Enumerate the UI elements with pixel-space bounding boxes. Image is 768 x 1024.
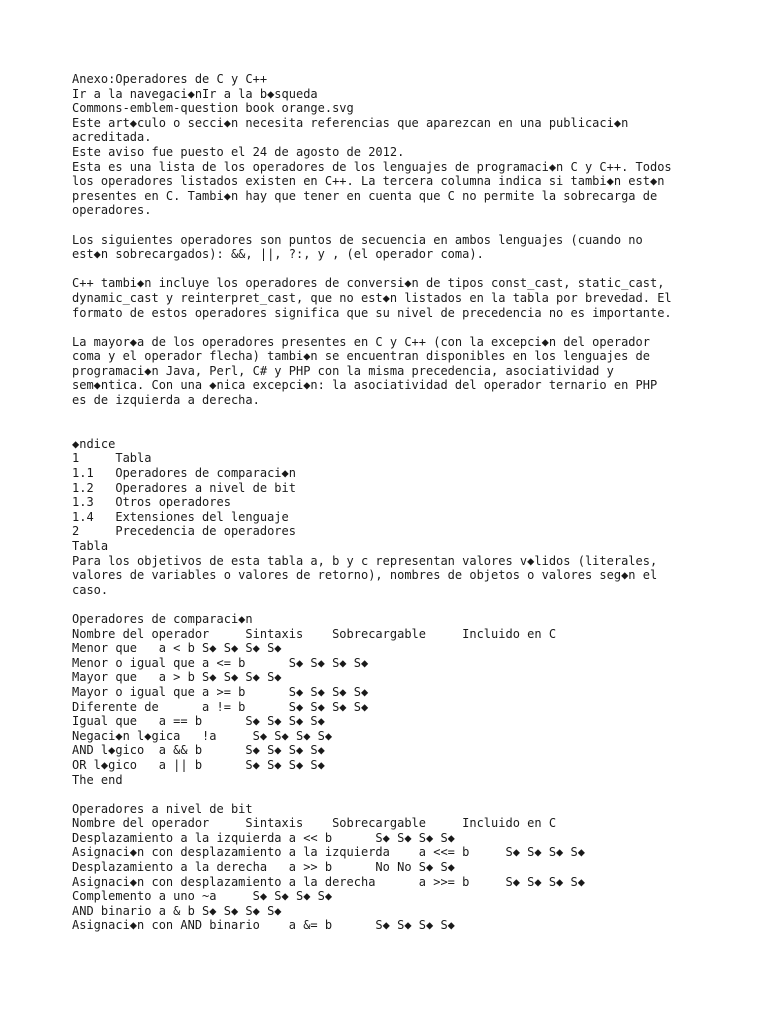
text-line	[72, 597, 732, 612]
text-line: 1.2 Operadores a nivel de bit	[72, 480, 296, 495]
text-line: 1.1 Operadores de comparaci◆n	[72, 466, 296, 481]
text-line	[72, 262, 732, 277]
text-line: Desplazamiento a la izquierda a << b S◆ S◆ S◆ S◆	[72, 830, 455, 845]
text-line: Nombre del operador Sintaxis Sobrecargable Incluido en C	[72, 816, 557, 831]
text-line: AND l◆gico a && b S◆ S◆ S◆ S◆	[72, 743, 325, 758]
text-line: La mayor◆a de los operadores presentes en C y C++ (con la excepci◆n del operador	[72, 334, 650, 349]
text-line: Operadores de comparaci◆n	[72, 611, 253, 626]
text-line: los operadores listados existen en C++. La tercera columna indica si tambi◆n est◆n	[72, 174, 665, 189]
text-line: Ir a la navegaci◆nIr a la b◆squeda	[72, 86, 318, 101]
text-line: coma y el operador flecha) tambi◆n se encuentran disponibles en los lenguajes de	[72, 349, 650, 364]
text-line: Asignaci◆n con AND binario a &= b S◆ S◆ S◆ S◆	[72, 918, 455, 933]
text-line: Asignaci◆n con desplazamiento a la izquierda a <<= b S◆ S◆ S◆ S◆	[72, 845, 585, 860]
text-line: Menor que a < b S◆ S◆ S◆ S◆	[72, 641, 282, 656]
text-line: OR l◆gico a || b S◆ S◆ S◆ S◆	[72, 757, 325, 772]
text-line: Diferente de a != b S◆ S◆ S◆ S◆	[72, 699, 369, 714]
text-line: programaci◆n Java, Perl, C# y PHP con la misma precedencia, asociatividad y	[72, 363, 614, 378]
text-line: presentes en C. Tambi◆n hay que tener en cuenta que C no permite la sobrecarga de	[72, 188, 658, 203]
text-line: AND binario a & b S◆ S◆ S◆ S◆	[72, 903, 282, 918]
text-line	[72, 422, 732, 437]
text-line: ◆ndice	[72, 436, 116, 451]
text-line: 1 Tabla	[72, 451, 152, 466]
text-line: 1.3 Otros operadores	[72, 495, 231, 510]
text-line: operadores.	[72, 203, 152, 218]
text-line: Nombre del operador Sintaxis Sobrecargable Incluido en C	[72, 626, 557, 641]
text-line: Negaci◆n l◆gica !a S◆ S◆ S◆ S◆	[72, 728, 333, 743]
text-line: sem◆ntica. Con una ◆nica excepci◆n: la asociatividad del operador ternario en PHP	[72, 378, 658, 393]
text-line: Igual que a == b S◆ S◆ S◆ S◆	[72, 714, 325, 729]
text-line: Este aviso fue puesto el 24 de agosto de 2012.	[72, 144, 405, 159]
text-line: 1.4 Extensiones del lenguaje	[72, 509, 289, 524]
text-line: valores de variables o valores de retorno), nombres de objetos o valores seg◆n el	[72, 568, 658, 583]
text-line: formato de estos operadores significa que su nivel de precedencia no es importante.	[72, 305, 672, 320]
text-line: Esta es una lista de los operadores de los lenguajes de programaci◆n C y C++. Todos	[72, 159, 672, 174]
text-line: caso.	[72, 582, 109, 597]
text-line	[72, 320, 732, 335]
text-line: Para los objetivos de esta tabla a, b y c representan valores v◆lidos (literales,	[72, 553, 658, 568]
text-line: Este art◆culo o secci◆n necesita referencias que aparezcan en una publicaci◆n	[72, 115, 629, 130]
text-line: Anexo:Operadores de C y C++	[72, 72, 268, 86]
text-line: dynamic_cast y reinterpret_cast, que no est◆n listados en la tabla por brevedad. El	[72, 290, 672, 305]
text-line: C++ tambi◆n incluye los operadores de conversi◆n de tipos const_cast, static_cast,	[72, 276, 665, 291]
text-line: Los siguientes operadores son puntos de secuencia en ambos lenguajes (cuando no	[72, 232, 643, 247]
text-line: es de izquierda a derecha.	[72, 393, 260, 408]
text-line: Desplazamiento a la derecha a >> b No No S◆ S◆	[72, 860, 455, 875]
text-line	[72, 408, 732, 423]
text-line: Mayor que a > b S◆ S◆ S◆ S◆	[72, 670, 282, 685]
document-body	[72, 72, 732, 933]
text-line: Commons-emblem-question book orange.svg	[72, 101, 354, 116]
text-line: Asignaci◆n con desplazamiento a la derecha a >>= b S◆ S◆ S◆ S◆	[72, 874, 585, 889]
text-line: Complemento a uno ~a S◆ S◆ S◆ S◆	[72, 889, 333, 904]
text-line	[72, 218, 732, 233]
text-line: Mayor o igual que a >= b S◆ S◆ S◆ S◆	[72, 684, 369, 699]
text-line	[72, 787, 732, 802]
text-line: Operadores a nivel de bit	[72, 801, 253, 816]
text-line: Tabla	[72, 539, 109, 553]
text-line: acreditada.	[72, 130, 152, 145]
text-line: est◆n sobrecargados): &&, ||, ?:, y , (el operador coma).	[72, 247, 484, 262]
text-line: 2 Precedencia de operadores	[72, 524, 296, 539]
text-line: The end	[72, 772, 123, 787]
text-line: Menor o igual que a <= b S◆ S◆ S◆ S◆	[72, 655, 369, 670]
